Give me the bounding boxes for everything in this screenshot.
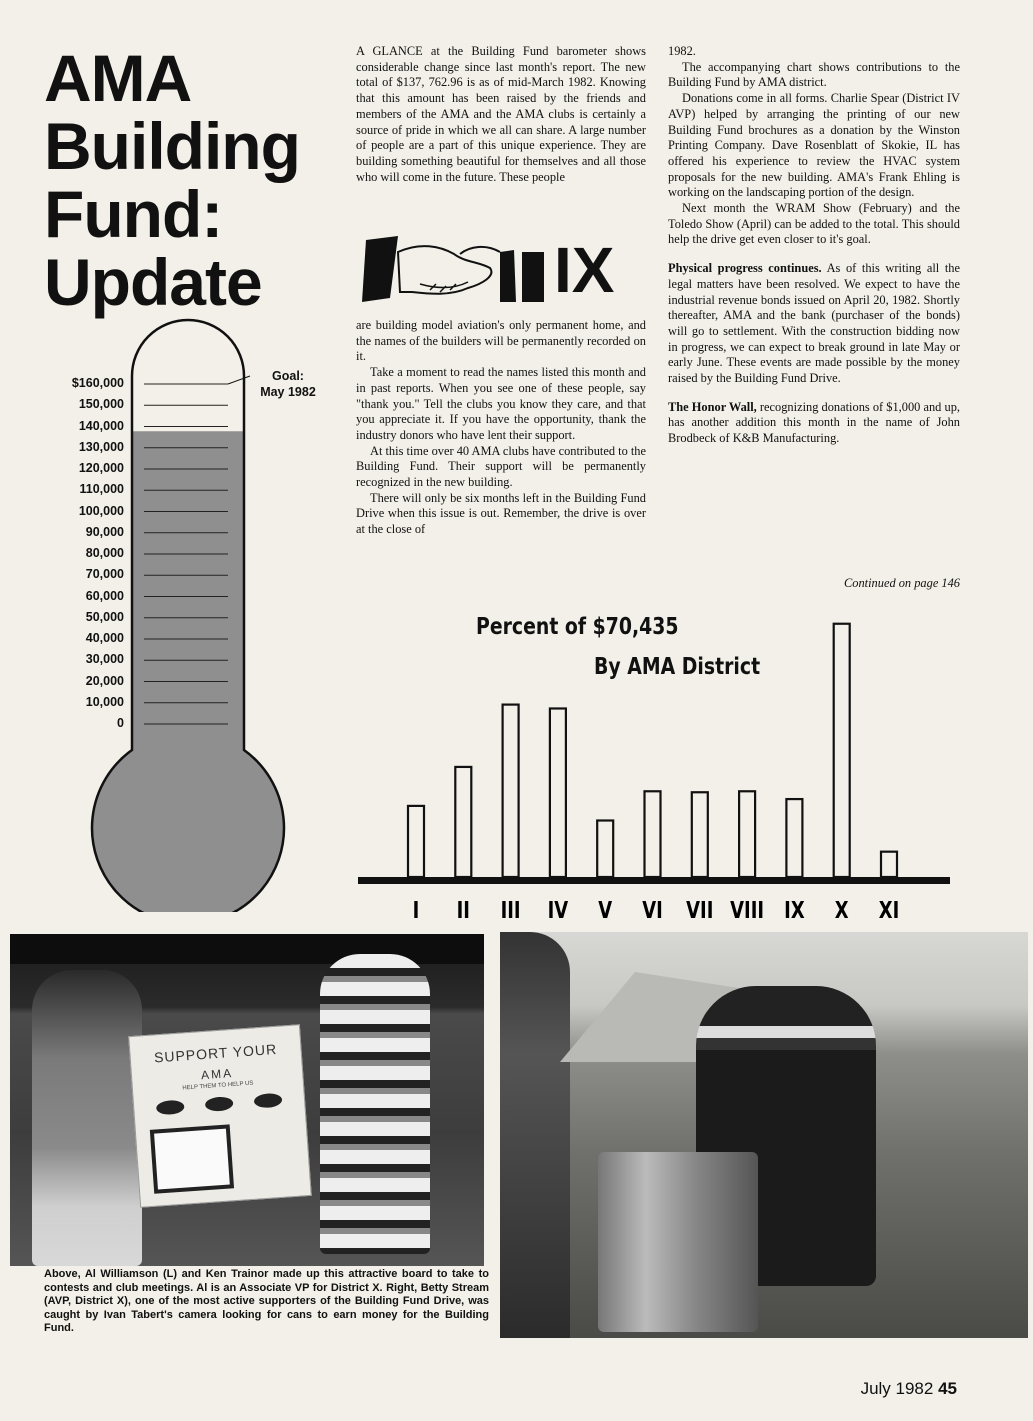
paragraph: Next month the WRAM Show (February) and the Toledo Show (April) can be added to the total. This should help the drive get even closer to it's goal. xyxy=(668,201,960,247)
sign-badges xyxy=(146,1092,293,1116)
goal-label xyxy=(250,368,326,400)
thermometer-tick-label: 150,000 xyxy=(78,397,124,412)
page-number: 45 xyxy=(938,1379,957,1398)
ama-logo-icon xyxy=(205,1096,234,1112)
sign-text: SUPPORT YOUR xyxy=(153,1040,278,1066)
bar-district-iv xyxy=(550,708,566,877)
thermometer-tick-label: 70,000 xyxy=(85,567,124,582)
bar-district-viii xyxy=(739,791,755,877)
person-right xyxy=(320,954,430,1254)
district-label: IV xyxy=(547,896,569,924)
thermometer-tick-label: 80,000 xyxy=(85,546,124,560)
thermometer-tick-label: 140,000 xyxy=(78,418,124,433)
body-column-1-top xyxy=(356,44,646,185)
bar-district-vii xyxy=(692,792,708,877)
thermometer-tick-label: 30,000 xyxy=(85,652,124,667)
thermometer-tick-label: 90,000 xyxy=(85,524,124,539)
bar-district-xi xyxy=(881,852,897,877)
foreground-person xyxy=(500,932,570,1338)
bar-district-v xyxy=(597,821,613,877)
thermometer-tick-label: 20,000 xyxy=(85,673,124,688)
photo-board xyxy=(10,934,484,1266)
issue-date: July 1982 xyxy=(860,1379,934,1398)
handshake-district-logo xyxy=(360,232,650,308)
chart-subtitle: By AMA District xyxy=(594,654,761,680)
paragraph: Donations come in all forms. Charlie Spear (District IV AVP) helped by arranging the printing of our new Building Fund brochures as a donation by the Winston Printing Company. Dave Rosenblatt of Skokie, IL has offered his experience to review the HVAC system proposals for the new building. AMA's Frank Ehling is working on the landscaping portion of the design. xyxy=(668,91,960,200)
ama-logo-icon xyxy=(156,1099,185,1115)
bar-district-iii xyxy=(503,705,519,877)
district-label: X xyxy=(834,896,849,924)
paragraph: There will only be six months left in the Building Fund Drive when this issue is out. Remember, the drive is over at the close of xyxy=(356,490,646,537)
thermometer-tick-label: 130,000 xyxy=(78,439,124,454)
thermometer-tick-label: 60,000 xyxy=(85,588,124,603)
thermometer-tick-label: 120,000 xyxy=(78,461,124,475)
district-label: III xyxy=(500,896,521,924)
bar-district-ix xyxy=(786,799,802,877)
photo-betty-stream xyxy=(500,932,1028,1338)
body-column-1-bottom xyxy=(356,318,646,538)
district-label: II xyxy=(456,896,470,924)
paragraph: At this time over 40 AMA clubs have contributed to the Building Fund. Their support will be permanently recognized in the new building. xyxy=(356,443,646,490)
chart-title: Percent of $70,435 xyxy=(476,614,679,640)
thermometer-tick-label: 0 xyxy=(117,716,124,730)
title-line: Fund: xyxy=(44,177,223,251)
paragraph: Take a moment to read the names listed this month and in past reports. When you see one of these people, say "thank you." Tell the clubs you know they care, and that you appreciate it. If you have the opportunity, thank the industry donors who have lent their support. xyxy=(356,365,646,442)
district-label: IX xyxy=(784,896,805,924)
goal-label-date: May 1982 xyxy=(260,385,316,399)
district-ix-label: IX xyxy=(554,234,615,306)
paragraph-lead: The Honor Wall, xyxy=(668,399,757,414)
bar-district-ii xyxy=(455,767,471,877)
thermometer-tick-label: 100,000 xyxy=(78,503,124,518)
title-line: AMA xyxy=(44,41,192,115)
ama-logo-icon xyxy=(253,1093,282,1109)
paragraph-body: As of this writing all the legal matters have been resolved. We expect to have the industrial revenue bonds issued on April 20, 1982. Shortly thereafter, AMA and the bank (purchaser of the bonds) will go to settlement. With the construction bidding now in progress, we can expect to break ground in late May or early June. These events are made possible by the money raised by the Building Fund Drive. xyxy=(668,261,960,386)
intro-paragraph: A GLANCE at the Building Fund barometer shows considerable change since last month's report. The new total of $137, 762.96 is as of mid-March 1982. Knowing that this amount has been raised by the friends and members of the AMA and the AMA clubs is certainly a source of pride in which we all can share. A large number of people are a part of this unique experience. They are building something beautiful for themselves and all those who will come in the future. These people xyxy=(356,44,646,184)
bar-district-i xyxy=(408,806,424,877)
district-label: VII xyxy=(686,896,714,924)
article-title xyxy=(44,41,354,319)
bar-district-x xyxy=(834,624,850,877)
support-sign xyxy=(128,1024,312,1208)
district-label: XI xyxy=(878,896,900,924)
thermometer-tick-label: 110,000 xyxy=(79,482,124,497)
continued-note: Continued on page 146 xyxy=(844,576,960,590)
thermometer-tick-label: 40,000 xyxy=(85,631,124,645)
bar-district-vi xyxy=(645,791,661,877)
district-label: V xyxy=(598,896,613,924)
paragraph: 1982. xyxy=(668,44,696,58)
person-left xyxy=(32,970,142,1266)
thermometer-tick-label: $160,000 xyxy=(71,376,124,390)
thermometer-tick-label: 50,000 xyxy=(85,609,124,624)
paragraph-lead: Physical progress continues. xyxy=(668,261,822,276)
title-line: Building xyxy=(44,109,300,183)
page-footer xyxy=(861,1379,957,1399)
thermometer-tick-label: 10,000 xyxy=(85,694,124,709)
district-label: VIII xyxy=(730,896,765,924)
district-label: VI xyxy=(642,896,663,924)
paragraph: are building model aviation's only permanent home, and the names of the builders will be permanently recorded on it. xyxy=(356,318,646,364)
paragraph-body: recognizing donations of $1,000 and up, has another addition this month in the name of John Brodbeck of K&B Manufacturing. xyxy=(668,399,960,446)
honor-wall-paragraph xyxy=(668,400,960,447)
sign-text: AMA xyxy=(200,1066,234,1083)
body-column-2 xyxy=(668,44,960,447)
sign-text: HELP THEM TO HELP US xyxy=(182,1080,254,1092)
sign-frame xyxy=(150,1124,234,1193)
district-label: I xyxy=(412,896,420,924)
paragraph: The accompanying chart shows contributions to the Building Fund by AMA district. xyxy=(668,59,960,90)
goal-label-line: Goal: xyxy=(272,369,304,383)
physical-progress-paragraph xyxy=(668,261,960,387)
title-line: Update xyxy=(44,245,262,319)
district-bar-chart xyxy=(356,600,956,930)
trash-barrel xyxy=(598,1152,758,1332)
thermometer-axis xyxy=(58,374,124,734)
photo-caption: Above, Al Williamson (L) and Ken Trainor made up this attractive board to take to contests and club meetings. Al is an Associate VP for District X. Right, Betty Stream (AVP, District X), one of the most active supporters of the Building Fund Drive, was caught by Ivan Tabert's camera looking for cans to earn money for the Building Fund. xyxy=(44,1268,489,1334)
